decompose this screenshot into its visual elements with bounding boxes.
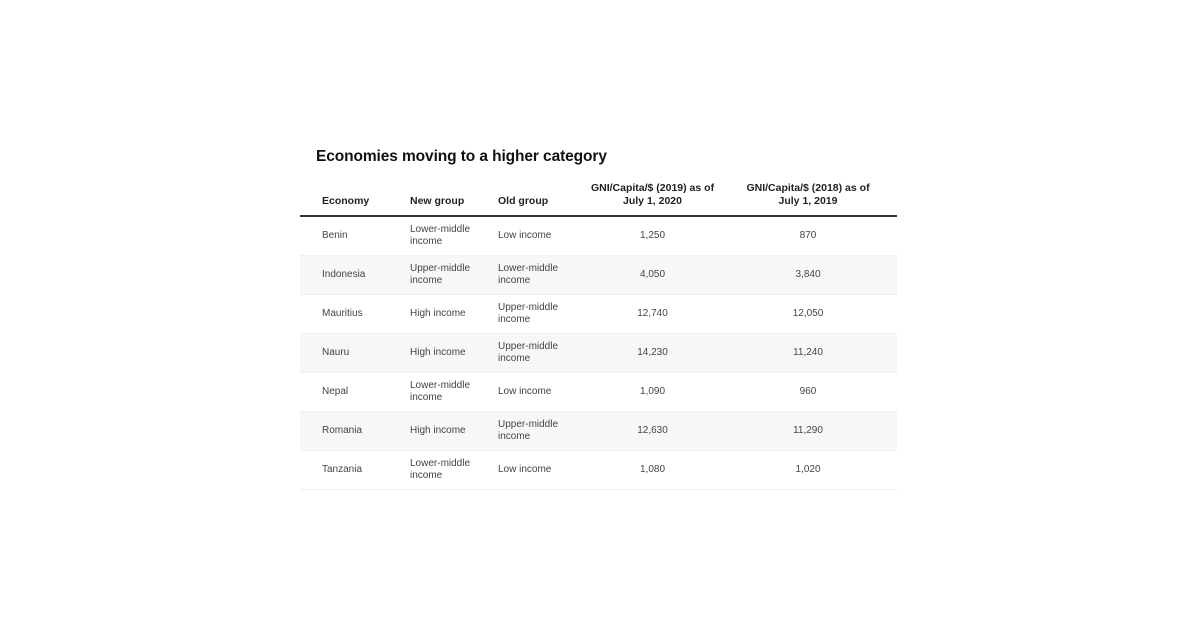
cell-new-group [410, 334, 498, 373]
cell-gni-2018: 11,240 [793, 347, 823, 358]
cell-text: income [410, 392, 443, 403]
header-gni-2018-line1: GNI/Capita/$ (2018) as of [746, 182, 870, 194]
cell-new-group [410, 256, 498, 295]
table-row [300, 295, 897, 334]
header-new-group: New group [410, 195, 465, 207]
header-economy: Economy [322, 195, 370, 207]
cell-text: Low income [498, 386, 552, 397]
cell-gni-2018: 870 [799, 230, 817, 241]
cell-economy: Indonesia [322, 269, 366, 280]
table-row [300, 412, 897, 451]
cell-text: income [498, 314, 531, 325]
cell-old-group [498, 216, 586, 256]
cell-text: Upper-middle [410, 263, 471, 274]
cell-gni-2019: 14,230 [637, 347, 668, 358]
cell-new-group [410, 412, 498, 451]
cell-old-group [498, 334, 586, 373]
table-row [300, 216, 897, 256]
cell-text: Upper-middle [498, 302, 559, 313]
cell-gni-2019: 12,630 [637, 425, 668, 436]
cell-text: income [410, 470, 443, 481]
cell-text: Upper-middle [498, 341, 559, 352]
table-title: Economies moving to a higher category [316, 148, 607, 165]
cell-text: Lower-middle [410, 224, 471, 235]
cell-old-group [498, 256, 586, 295]
cell-economy: Romania [322, 425, 363, 436]
cell-gni-2018: 3,840 [795, 269, 821, 280]
cell-gni-2018: 1,020 [795, 464, 821, 475]
cell-gni-2019: 12,740 [637, 308, 668, 319]
cell-text: High income [410, 425, 466, 436]
cell-text: income [410, 275, 443, 286]
cell-text: Low income [498, 464, 552, 475]
header-gni-2019 [586, 182, 719, 216]
cell-text: Upper-middle [498, 419, 559, 430]
cell-text: income [498, 275, 531, 286]
cell-text: Lower-middle [498, 263, 559, 274]
cell-gni-2018: 960 [799, 386, 817, 397]
table-row [300, 373, 897, 412]
cell-economy: Tanzania [322, 464, 363, 475]
cell-old-group [498, 412, 586, 451]
cell-new-group [410, 216, 498, 256]
header-old-group: Old group [498, 195, 549, 207]
cell-text: income [410, 236, 443, 247]
cell-gni-2018: 12,050 [792, 308, 824, 319]
economies-table-card [300, 145, 897, 490]
cell-economy: Nepal [322, 386, 349, 397]
cell-gni-2019: 1,090 [639, 386, 666, 397]
header-gni-2018-line2: July 1, 2019 [778, 195, 838, 207]
table-row [300, 256, 897, 295]
economies-table [300, 182, 897, 490]
table-row [300, 334, 897, 373]
cell-text: Lower-middle [410, 458, 471, 469]
cell-new-group [410, 451, 498, 490]
cell-gni-2019: 4,050 [639, 269, 666, 280]
cell-old-group [498, 295, 586, 334]
cell-new-group [410, 373, 498, 412]
cell-text: income [498, 353, 531, 364]
cell-old-group [498, 451, 586, 490]
cell-new-group [410, 295, 498, 334]
header-gni-2019-line1: GNI/Capita/$ (2019) as of [590, 182, 715, 194]
cell-economy: Benin [322, 230, 348, 241]
table-row [300, 451, 897, 490]
cell-old-group [498, 373, 586, 412]
header-gni-2019-line2: July 1, 2020 [623, 195, 682, 207]
cell-text: Low income [498, 230, 552, 241]
cell-economy: Mauritius [322, 308, 363, 319]
table-header-row [300, 182, 897, 216]
cell-text: income [498, 431, 531, 442]
cell-gni-2019: 1,250 [639, 230, 666, 241]
cell-text: High income [410, 308, 466, 319]
header-gni-2018 [719, 182, 897, 216]
cell-economy: Nauru [322, 347, 350, 358]
cell-gni-2018: 11,290 [793, 425, 823, 436]
cell-gni-2019: 1,080 [639, 464, 666, 475]
cell-text: High income [410, 347, 466, 358]
cell-text: Lower-middle [410, 380, 471, 391]
